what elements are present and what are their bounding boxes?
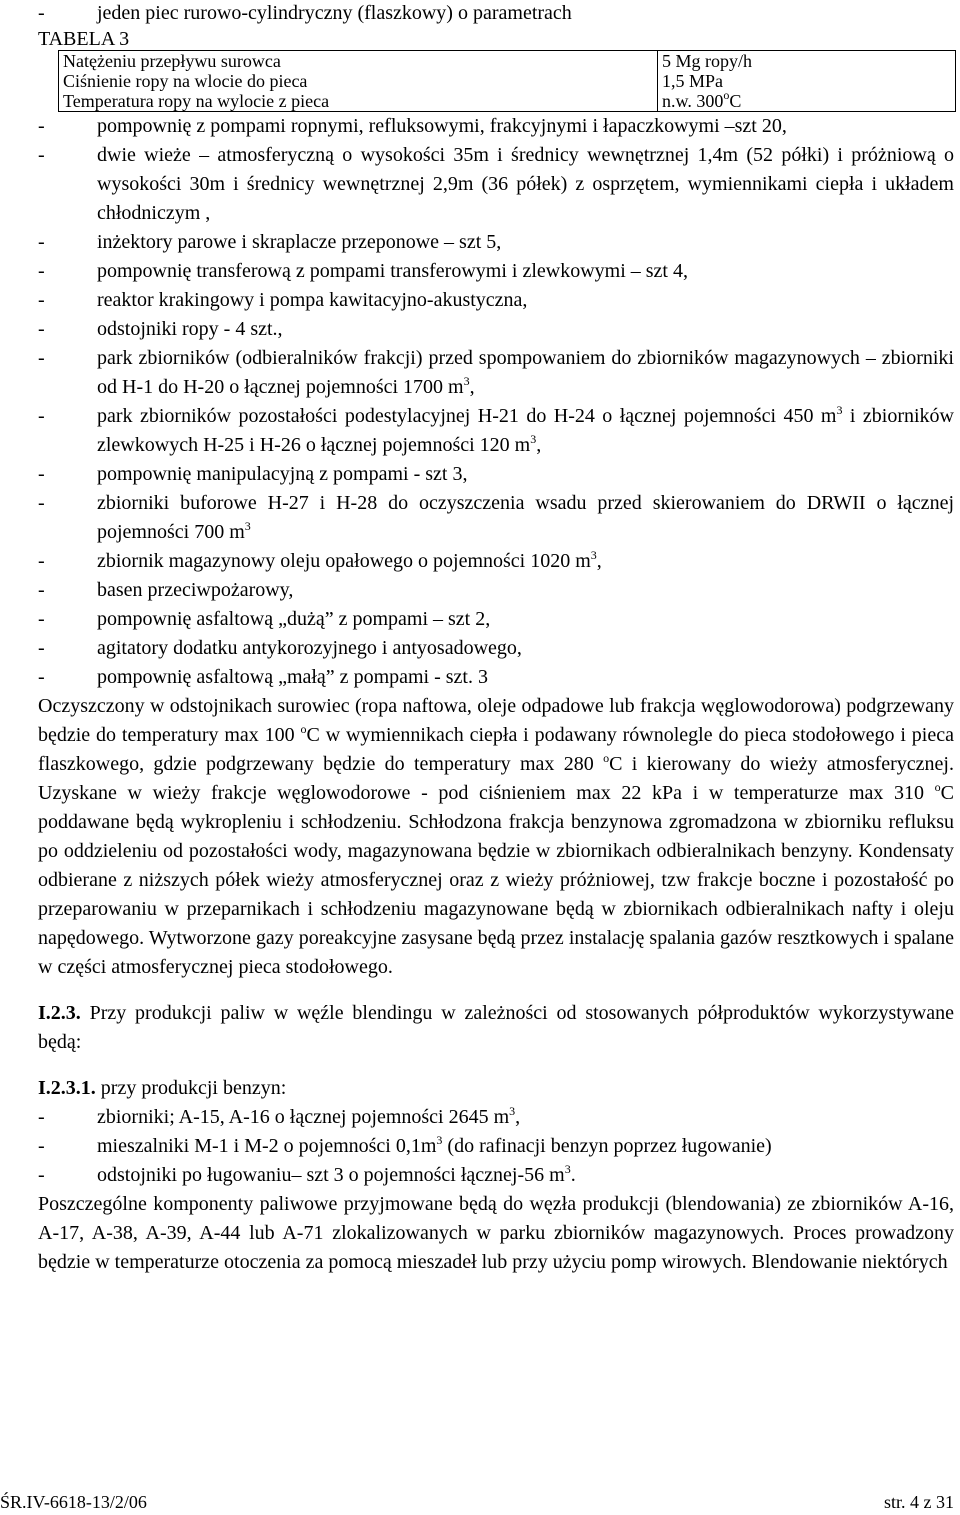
text-run: zbiorniki; A-15, A-16 o łącznej pojemności 2645 m — [97, 1106, 510, 1128]
list-item-text — [97, 547, 954, 576]
table-cell-label: Natężeniu przepływu surowca — [59, 51, 658, 72]
list-item — [38, 634, 954, 663]
dash-bullet: - — [38, 463, 45, 485]
dash-bullet: - — [38, 231, 45, 253]
text-run: C w wymiennikach ciepła i podawany równolegle do pieca stodołowego i pieca flaszkowego, gdzie podgrzewany będzie do temperatury max 280 — [38, 724, 954, 775]
list-item — [38, 315, 954, 344]
list-item — [38, 257, 954, 286]
list-item — [38, 1161, 954, 1190]
list-item-text — [97, 344, 954, 402]
dash-bullet: - — [38, 579, 45, 601]
list-item-text — [97, 1161, 954, 1190]
document-body — [38, 0, 954, 1277]
table-cell-value: 1,5 MPa — [658, 71, 956, 91]
superscript: o — [300, 722, 307, 736]
dash-bullet: - — [38, 289, 45, 311]
list-item — [38, 547, 954, 576]
text-run: . — [570, 1164, 576, 1186]
list-item-text — [97, 402, 954, 460]
text-run: mieszalniki M-1 i M-2 o pojemności 0,1m — [97, 1135, 437, 1157]
superscript: o — [603, 751, 610, 765]
text-run: C i kierowany do wieży atmosferycznej. Uzyskane w wieży frakcje węglowodorowe - pod ciśnieniem max 22 kPa i w temperaturze max 310 — [38, 753, 954, 804]
dash-bullet: - — [38, 260, 45, 282]
dash-bullet: - — [38, 318, 45, 340]
list-item-text: pompownię transferową z pompami transferowymi i zlewkowymi – szt 4, — [97, 260, 688, 282]
text-run: zbiornik magazynowy oleju opałowego o pojemności 1020 m — [97, 550, 591, 572]
list-item — [38, 1132, 954, 1161]
dash-bullet: - — [38, 115, 45, 137]
superscript: 3 — [463, 374, 470, 388]
text-run: park zbiorników pozostałości podestylacyjnej H-21 do H-24 o łącznej pojemności 450 m — [97, 405, 837, 427]
list-item-text — [97, 489, 954, 547]
list-item-text: odstojniki ropy - 4 szt., — [97, 318, 283, 340]
superscript: o — [723, 88, 730, 102]
document-reference: ŚR.IV-6618-13/2/06 — [0, 1492, 147, 1512]
superscript: 3 — [590, 548, 597, 562]
table-row — [59, 91, 956, 112]
list-item-text: agitatory dodatku antykorozyjnego i antyosadowego, — [97, 637, 522, 659]
superscript: 3 — [564, 1162, 571, 1176]
dash-bullet: - — [38, 347, 45, 369]
text-run: C poddawane będą wykropleniu i schłodzeniu. Schłodzona frakcja benzynowa zgromadzona w zbiorniku refluksu po oddzieleniu od pozostałości wody, magazynowana będzie w zbiornikach odbieralnikach benzyny. Kondensaty odbierane z niższych półek wieży atmosferycznej oraz z wieży próżniowej, tzw frakcje boczne i pozostałość po przeparowaniu w przeparnikach i schłodzeniu magazynowane będą w zbiornikach odbieralnikach nafty i oleju napędowego. Wytworzone gazy poreakcyjne zasysane będą przez instalację spalania gazów resztkowych i spalane w części atmosferycznej pieca stodołowego. — [38, 782, 954, 978]
list-item — [38, 112, 954, 141]
list-item-text: inżektory parowe i skraplacze przeponowe – szt 5, — [97, 231, 502, 253]
dash-bullet: - — [38, 550, 45, 572]
value-suffix: C — [729, 91, 742, 111]
petrol-production-list — [38, 1103, 954, 1190]
superscript: 3 — [530, 432, 537, 446]
dash-bullet: - — [38, 608, 45, 630]
text-run: park zbiorników (odbieralników frakcji) przed spompowaniem do zbiorników magazynowych – zbiorniki od H-1 do H-20 o łącznej pojemności 1700 m — [97, 347, 954, 398]
dash-bullet: - — [38, 2, 45, 24]
superscript: 3 — [436, 1133, 443, 1147]
list-item-text: pompownię manipulacyjną z pompami - szt 3, — [97, 463, 468, 485]
superscript: o — [934, 780, 941, 794]
section-heading-1-2-3-1 — [38, 1074, 954, 1103]
list-item — [38, 576, 954, 605]
parameters-table — [58, 50, 956, 112]
list-item-text: reaktor krakingowy i pompa kawitacyjno-akustyczna, — [97, 289, 528, 311]
section-text: przy produkcji benzyn: — [95, 1077, 287, 1099]
section-heading-1-2-3 — [38, 999, 954, 1057]
list-item — [38, 1103, 954, 1132]
dash-bullet: - — [38, 492, 45, 514]
list-item — [38, 286, 954, 315]
process-paragraph — [38, 692, 954, 982]
dash-bullet: - — [38, 637, 45, 659]
top-list-item-text: jeden piec rurowo-cylindryczny (flaszkowy) o parametrach — [97, 2, 572, 24]
text-run: zbiorniki buforowe H-27 i H-28 do oczyszczenia wsadu przed skierowaniem do DRWII o łącznej pojemności 700 m — [97, 492, 954, 543]
text-run: , — [515, 1106, 521, 1128]
list-item-text: pompownię z pompami ropnymi, refluksowymi, frakcyjnymi i łapaczkowymi –szt 20, — [97, 115, 787, 137]
text-run: , — [596, 550, 602, 572]
text-run: Oczyszczony w odstojnikach surowiec (ropa naftowa, oleje odpadowe lub frakcja węglowodorowa) podgrzewany będzie do temperatury max 100 — [38, 695, 954, 746]
dash-bullet: - — [38, 1106, 45, 1128]
superscript: 3 — [836, 403, 843, 417]
list-item — [38, 402, 954, 460]
list-item — [38, 605, 954, 634]
list-item — [38, 344, 954, 402]
table-cell-label: Ciśnienie ropy na wlocie do pieca — [59, 71, 658, 91]
list-item — [38, 228, 954, 257]
table-cell-value: 5 Mg ropy/h — [658, 51, 956, 72]
table-title: TABELA 3 — [38, 28, 130, 50]
list-item — [38, 489, 954, 547]
list-item-text: dwie wieże – atmosferyczną o wysokości 35m i średnicy wewnętrznej 1,4m (52 półki) i próżniową o wysokości 30m i średnicy wewnętrznej 2,9m (36 półek) z osprzętem, wymiennikami ciepła i układem chłodniczym , — [97, 144, 954, 224]
text-run: (do rafinacji benzyn poprzez ługowanie) — [442, 1135, 772, 1157]
blending-paragraph: Poszczególne komponenty paliwowe przyjmowane będą do węzła produkcji (blendowania) ze zbiorników A-16, A-17, A-38, A-39, A-44 lub A-71 zlokalizowanych w parku zbiorników magazynowych. Proces prowadzony będzie w temperaturze otoczenia za pomocą mieszadeł lub przy użyciu pomp wirowych. Blendowanie niektórych — [38, 1193, 954, 1273]
text-run: i zbiorników zlewkowych H-25 i H-26 o łącznej pojemności 120 m — [97, 405, 955, 456]
page-number: str. 4 z 31 — [884, 1492, 954, 1512]
value-prefix: n.w. 300 — [662, 91, 724, 111]
dash-bullet: - — [38, 1135, 45, 1157]
page-footer — [0, 1491, 954, 1513]
dash-bullet: - — [38, 405, 45, 427]
list-item — [38, 460, 954, 489]
list-item-text: basen przeciwpożarowy, — [97, 579, 294, 601]
text-run: odstojniki po ługowaniu– szt 3 o pojemności łącznej-56 m — [97, 1164, 565, 1186]
table-cell-value — [658, 88, 956, 112]
section-number: I.2.3. — [38, 1002, 81, 1024]
top-list-item — [38, 0, 954, 28]
table-row — [59, 51, 956, 72]
section-number: I.2.3.1. — [38, 1077, 96, 1099]
text-run: , — [469, 376, 475, 398]
list-item-text: pompownię asfaltową „dużą” z pompami – szt 2, — [97, 608, 491, 630]
list-item — [38, 663, 954, 692]
text-run: , — [536, 434, 542, 456]
list-item-text — [97, 1132, 954, 1161]
superscript: 3 — [244, 519, 251, 533]
superscript: 3 — [509, 1104, 516, 1118]
table-cell-label: Temperatura ropy na wylocie z pieca — [59, 91, 658, 112]
list-item-text: pompownię asfaltową „małą” z pompami - szt. 3 — [97, 666, 488, 688]
dash-bullet: - — [38, 666, 45, 688]
list-item-text — [97, 1103, 954, 1132]
dash-bullet: - — [38, 1164, 45, 1186]
table-row — [59, 71, 956, 91]
list-item — [38, 141, 954, 228]
equipment-list — [38, 112, 954, 692]
section-text: Przy produkcji paliw w węźle blendingu w zależności od stosowanych półproduktów wykorzystywane będą: — [38, 1002, 954, 1053]
dash-bullet: - — [38, 144, 45, 166]
